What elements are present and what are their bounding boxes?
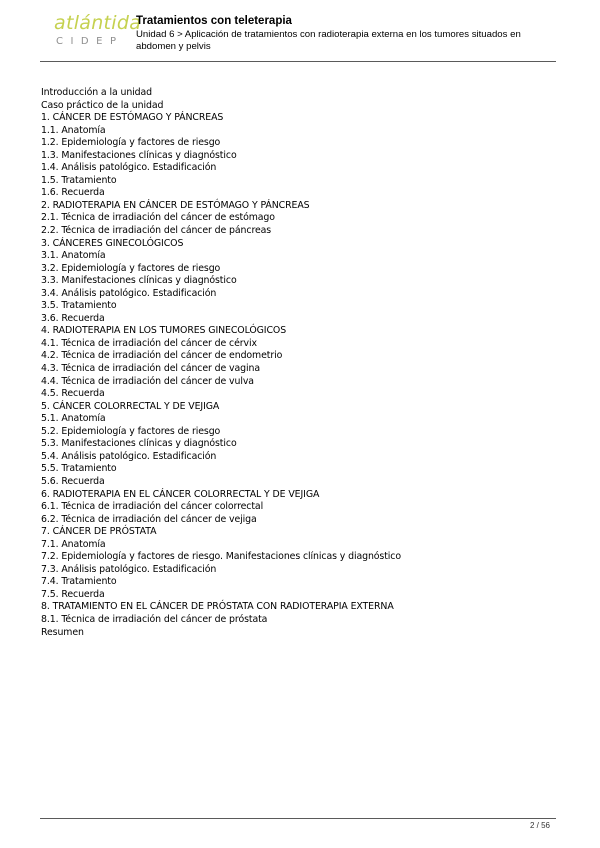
toc-item[interactable]: 6. RADIOTERAPIA EN EL CÁNCER COLORRECTAL Y DE VEJIGA [41, 488, 320, 500]
toc-item[interactable]: 6.1. Técnica de irradiación del cáncer colorrectal [41, 501, 264, 513]
toc-item[interactable]: 7.5. Recuerda [41, 588, 105, 600]
toc-item[interactable]: 5.2. Epidemiología y factores de riesgo [41, 425, 221, 437]
toc-item[interactable]: 4.2. Técnica de irradiación del cáncer de endometrio [41, 350, 283, 362]
toc-item[interactable]: 2.1. Técnica de irradiación del cáncer de estómago [41, 212, 275, 224]
atlantida-cidep-logo [42, 12, 142, 56]
toc-item[interactable]: Resumen [41, 626, 84, 638]
toc-item[interactable]: 5.4. Análisis patológico. Estadificación [41, 450, 217, 462]
toc-item[interactable]: 5.5. Tratamiento [41, 463, 117, 475]
logo-subtitle: CIDEP [56, 36, 124, 47]
toc-item[interactable]: 3.3. Manifestaciones clínicas y diagnóstico [41, 275, 237, 287]
toc-item[interactable]: 1.1. Anatomía [41, 124, 106, 136]
toc-item[interactable]: 4.5. Recuerda [41, 388, 105, 400]
toc-item[interactable]: 1.6. Recuerda [41, 187, 105, 199]
toc-item[interactable]: 4. RADIOTERAPIA EN LOS TUMORES GINECOLÓGICOS [41, 325, 287, 337]
toc-item[interactable]: Caso práctico de la unidad [41, 99, 164, 111]
course-title: Tratamientos con teleterapia [136, 15, 292, 27]
toc-item[interactable]: 3.6. Recuerda [41, 312, 105, 324]
toc-item[interactable]: 1.3. Manifestaciones clínicas y diagnóstico [41, 149, 237, 161]
toc-item[interactable]: 3.5. Tratamiento [41, 300, 117, 312]
toc-item[interactable]: 5.6. Recuerda [41, 475, 105, 487]
toc-item[interactable]: 4.4. Técnica de irradiación del cáncer de vulva [41, 375, 254, 387]
toc-item[interactable]: 8.1. Técnica de irradiación del cáncer de próstata [41, 613, 268, 625]
toc-item[interactable]: 1.4. Análisis patológico. Estadificación [41, 162, 217, 174]
toc-item[interactable]: 2. RADIOTERAPIA EN CÁNCER DE ESTÓMAGO Y PÁNCREAS [41, 199, 310, 211]
toc-item[interactable]: 8. TRATAMIENTO EN EL CÁNCER DE PRÓSTATA CON RADIOTERAPIA EXTERNA [41, 601, 394, 613]
toc-item[interactable]: 3. CÁNCERES GINECOLÓGICOS [41, 237, 184, 249]
toc-item[interactable]: 7. CÁNCER DE PRÓSTATA [41, 526, 157, 538]
toc-item[interactable]: 7.1. Anatomía [41, 538, 106, 550]
page-number: 2 / 56 [529, 821, 550, 830]
toc-item[interactable]: 6.2. Técnica de irradiación del cáncer de vejiga [41, 513, 257, 525]
toc-item[interactable]: 5.3. Manifestaciones clínicas y diagnóstico [41, 438, 237, 450]
toc-item[interactable]: 5.1. Anatomía [41, 413, 106, 425]
toc-item[interactable]: 1.2. Epidemiología y factores de riesgo [41, 137, 221, 149]
toc-item[interactable]: 5. CÁNCER COLORRECTAL Y DE VEJIGA [41, 400, 220, 412]
header-titles [136, 14, 556, 53]
toc-item[interactable]: 1.5. Tratamiento [41, 174, 117, 186]
toc-item[interactable]: Introducción a la unidad [41, 87, 153, 98]
toc-item[interactable]: 4.1. Técnica de irradiación del cáncer de cérvix [41, 337, 257, 349]
toc-item[interactable]: 7.4. Tratamiento [41, 576, 117, 588]
toc-item[interactable]: 3.2. Epidemiología y factores de riesgo [41, 262, 221, 274]
toc-item[interactable]: 2.2. Técnica de irradiación del cáncer de páncreas [41, 225, 272, 237]
toc-item[interactable]: 7.3. Análisis patológico. Estadificación [41, 563, 217, 575]
toc-item[interactable]: 3.4. Análisis patológico. Estadificación [41, 287, 217, 299]
table-of-contents [41, 87, 401, 639]
toc-item[interactable]: 1. CÁNCER DE ESTÓMAGO Y PÁNCREAS [41, 112, 224, 124]
toc-item[interactable]: 3.1. Anatomía [41, 250, 106, 262]
logo-wordmark: atlántida [54, 12, 142, 34]
page-header [40, 12, 560, 62]
breadcrumb: Unidad 6 > Aplicación de tratamientos con radioterapia externa en los tumores situados en abdomen y pelvis [136, 29, 521, 52]
header-divider [40, 61, 556, 62]
toc-item[interactable]: 4.3. Técnica de irradiación del cáncer de vagina [41, 363, 260, 375]
footer-divider [40, 818, 556, 819]
toc-item[interactable]: 7.2. Epidemiología y factores de riesgo. Manifestaciones clínicas y diagnóstico [41, 551, 401, 563]
